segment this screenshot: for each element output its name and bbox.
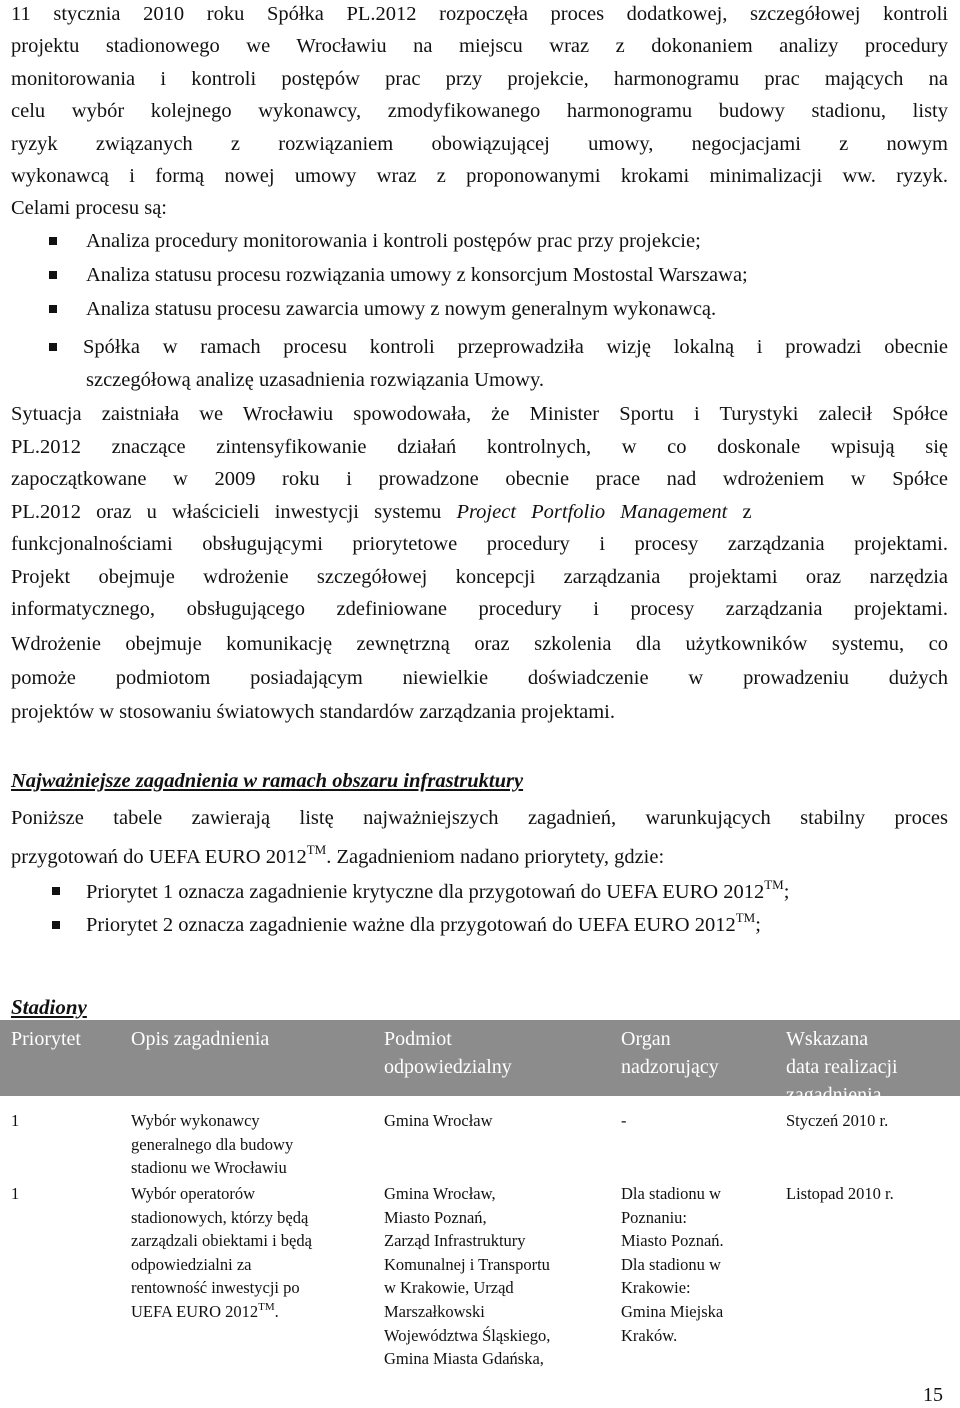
cell-line: Gmina Wrocław, bbox=[384, 1184, 496, 1203]
section-heading: Najważniejsze zagadnienia w ramach obszaru infrastruktury bbox=[11, 770, 524, 792]
cell-date: Styczeń 2010 r. bbox=[786, 1111, 889, 1130]
situation-line: informatycznego, obsługującego zdefiniowane procedury i procesy zarządzania projektami. bbox=[11, 598, 948, 620]
cell-line: Komunalnej i Transportu bbox=[384, 1254, 550, 1274]
cell-line-text: UEFA EURO 2012 bbox=[131, 1301, 259, 1321]
bullet-square-icon bbox=[52, 921, 60, 929]
cell-description bbox=[131, 1109, 293, 1180]
header-responsible bbox=[384, 1025, 512, 1081]
cell-line: odpowiedzialni za bbox=[131, 1254, 252, 1274]
priority-item-end: ; bbox=[783, 881, 790, 903]
priority-item-text: Priorytet 1 oznacza zagadnienie krytyczne dla przygotowań do UEFA EURO 2012 bbox=[86, 881, 765, 903]
trademark-mark: TM bbox=[764, 877, 784, 892]
cell-date: Listopad 2010 r. bbox=[786, 1184, 894, 1203]
priority-item-end: ; bbox=[755, 914, 761, 936]
header-date-line: data realizacji bbox=[786, 1056, 898, 1078]
section-line-euro-text: przygotowań do UEFA EURO 2012 bbox=[11, 846, 307, 868]
cell-supervisor: - bbox=[621, 1111, 627, 1130]
situation-line: projektów w stosowaniu światowych standardów zarządzania projektami. bbox=[11, 701, 615, 723]
intro-line: celu wybór kolejnego wykonawcy, zmodyfikowanego harmonogramu budowy stadionu, listy bbox=[11, 100, 948, 122]
cell-responsible: Gmina Wrocław bbox=[384, 1111, 493, 1130]
cell-line: Poznaniu: bbox=[621, 1207, 687, 1227]
page-number: 15 bbox=[923, 1384, 943, 1406]
header-date-line: zagadnienia bbox=[786, 1084, 882, 1106]
cell-priority: 1 bbox=[11, 1184, 20, 1203]
cell-line: Miasto Poznań. bbox=[621, 1231, 724, 1251]
cell-line: zarządzali obiektami i będą bbox=[131, 1231, 312, 1251]
cell-line: Dla stadionu w bbox=[621, 1254, 721, 1274]
goal-item: Analiza procedury monitorowania i kontroli postępów prac przy projekcie; bbox=[86, 230, 701, 252]
goal-item: Spółka w ramach procesu kontroli przeprowadziła wizję lokalną i prowadzi obecnie bbox=[83, 336, 948, 358]
cell-line: stadionu we Wrocławiu bbox=[131, 1158, 287, 1178]
trademark-mark: TM bbox=[306, 842, 327, 857]
section-line-euro bbox=[11, 842, 665, 869]
header-priority: Priorytet bbox=[11, 1028, 81, 1050]
situation-line: Projekt obejmuje wdrożenie szczegółowej koncepcji zarządzania projektami oraz narzędzia bbox=[11, 566, 948, 588]
section-line: Poniższe tabele zawierają listę najważniejszych zagadnień, warunkujących stabilny proces bbox=[11, 807, 948, 829]
situation-line: Sytuacja zaistniała we Wrocławiu spowodowała, że Minister Sportu i Turystyki zalecił Spółce bbox=[11, 403, 948, 425]
header-supervisor-line: nadzorujący bbox=[621, 1056, 719, 1078]
ppm-italic: Project Portfolio Management bbox=[456, 501, 728, 523]
ppm-after: z bbox=[727, 501, 752, 523]
cell-line: stadionowych, którzy będą bbox=[131, 1207, 309, 1227]
intro-line: 11 stycznia 2010 roku Spółka PL.2012 rozpoczęła proces dodatkowej, szczegółowej kontroli bbox=[11, 3, 948, 25]
header-date-line: Wskazana bbox=[786, 1028, 869, 1050]
intro-line: projektu stadionowego we Wrocławiu na miejscu wraz z dokonaniem analizy procedury bbox=[11, 35, 948, 57]
cell-line: rentowność inwestycji po bbox=[131, 1278, 300, 1298]
cell-supervisor bbox=[621, 1182, 724, 1347]
intro-line: wykonawcą i formą nowej umowy wraz z proponowanymi krokami minimalizacji ww. ryzyk. bbox=[11, 165, 948, 187]
cell-line: Krakowie: bbox=[621, 1278, 691, 1298]
cell-priority: 1 bbox=[11, 1111, 20, 1130]
intro-line: ryzyk związanych z rozwiązaniem obowiązującej umowy, negocjacjami z nowym bbox=[11, 133, 948, 155]
intro-line: monitorowania i kontroli postępów prac przy projekcie, harmonogramu prac mających na bbox=[11, 68, 948, 90]
bullet-square-icon bbox=[52, 887, 60, 895]
header-responsible-line: odpowiedzialny bbox=[384, 1056, 512, 1078]
cell-line: Kraków. bbox=[621, 1325, 678, 1345]
cell-line: Gmina Miasta Gdańska, bbox=[384, 1349, 544, 1369]
situation-line: Wdrożenie obejmuje komunikację zewnętrzną oraz szkolenia dla użytkowników systemu, co bbox=[11, 633, 948, 655]
bullet-square-icon bbox=[49, 343, 57, 351]
trademark-mark: TM bbox=[735, 910, 756, 925]
situation-line: funkcjonalnościami obsługującymi priorytetowe procedury i procesy zarządzania projektami. bbox=[11, 533, 948, 555]
goals-label: Celami procesu są: bbox=[11, 197, 167, 219]
priority-item-text: Priorytet 2 oznacza zagadnienie ważne dla przygotowań do UEFA EURO 2012 bbox=[86, 914, 736, 936]
situation-line: pomoże podmiotom posiadającym niewielkie doświadczenie w prowadzeniu dużych bbox=[11, 667, 948, 689]
cell-line: Marszałkowski bbox=[384, 1301, 485, 1321]
priority-item bbox=[86, 910, 761, 937]
cell-line: Województwa Śląskiego, bbox=[384, 1325, 551, 1345]
priority-item bbox=[86, 877, 790, 904]
situation-line-ppm bbox=[11, 500, 948, 524]
bullet-square-icon bbox=[49, 271, 57, 279]
header-supervisor-line: Organ bbox=[621, 1028, 671, 1050]
cell-line: generalnego dla budowy bbox=[131, 1134, 294, 1154]
section-line-euro-end: . Zagadnieniom nadano priorytety, gdzie: bbox=[326, 846, 665, 868]
cell-line: Wybór wykonawcy bbox=[131, 1111, 260, 1130]
cell-responsible bbox=[384, 1182, 550, 1371]
goal-item-continuation: szczegółową analizę uzasadnienia rozwiązania Umowy. bbox=[86, 369, 544, 391]
cell-line: Wybór operatorów bbox=[131, 1184, 256, 1203]
cell-line: Zarząd Infrastruktury bbox=[384, 1231, 526, 1251]
bullet-square-icon bbox=[49, 305, 57, 313]
trademark-mark: TM bbox=[258, 1300, 275, 1313]
situation-line: zapoczątkowane w 2009 roku i prowadzone obecnie prace nad wdrożeniem w Spółce bbox=[11, 468, 948, 490]
cell-line: Dla stadionu w bbox=[621, 1184, 721, 1203]
cell-line bbox=[131, 1300, 312, 1324]
goal-item: Analiza statusu procesu zawarcia umowy z nowym generalnym wykonawcą. bbox=[86, 298, 717, 320]
table-title: Stadiony bbox=[11, 995, 87, 1019]
header-description: Opis zagadnienia bbox=[131, 1028, 270, 1050]
header-date bbox=[786, 1025, 898, 1109]
cell-line: Miasto Poznań, bbox=[384, 1207, 487, 1227]
cell-line-end: . bbox=[274, 1301, 279, 1321]
goal-item: Analiza statusu procesu rozwiązania umowy z konsorcjum Mostostal Warszawa; bbox=[86, 264, 748, 286]
header-supervisor bbox=[621, 1025, 719, 1081]
bullet-square-icon bbox=[49, 237, 57, 245]
situation-line: PL.2012 znaczące zintensyfikowanie działań kontrolnych, w co doskonale wpisują się bbox=[11, 436, 948, 458]
cell-description bbox=[131, 1182, 312, 1324]
ppm-before: PL.2012 oraz u właścicieli inwestycji systemu bbox=[11, 501, 457, 523]
cell-line: w Krakowie, Urząd bbox=[384, 1278, 514, 1298]
cell-line: Gmina Miejska bbox=[621, 1301, 724, 1321]
header-responsible-line: Podmiot bbox=[384, 1028, 452, 1050]
